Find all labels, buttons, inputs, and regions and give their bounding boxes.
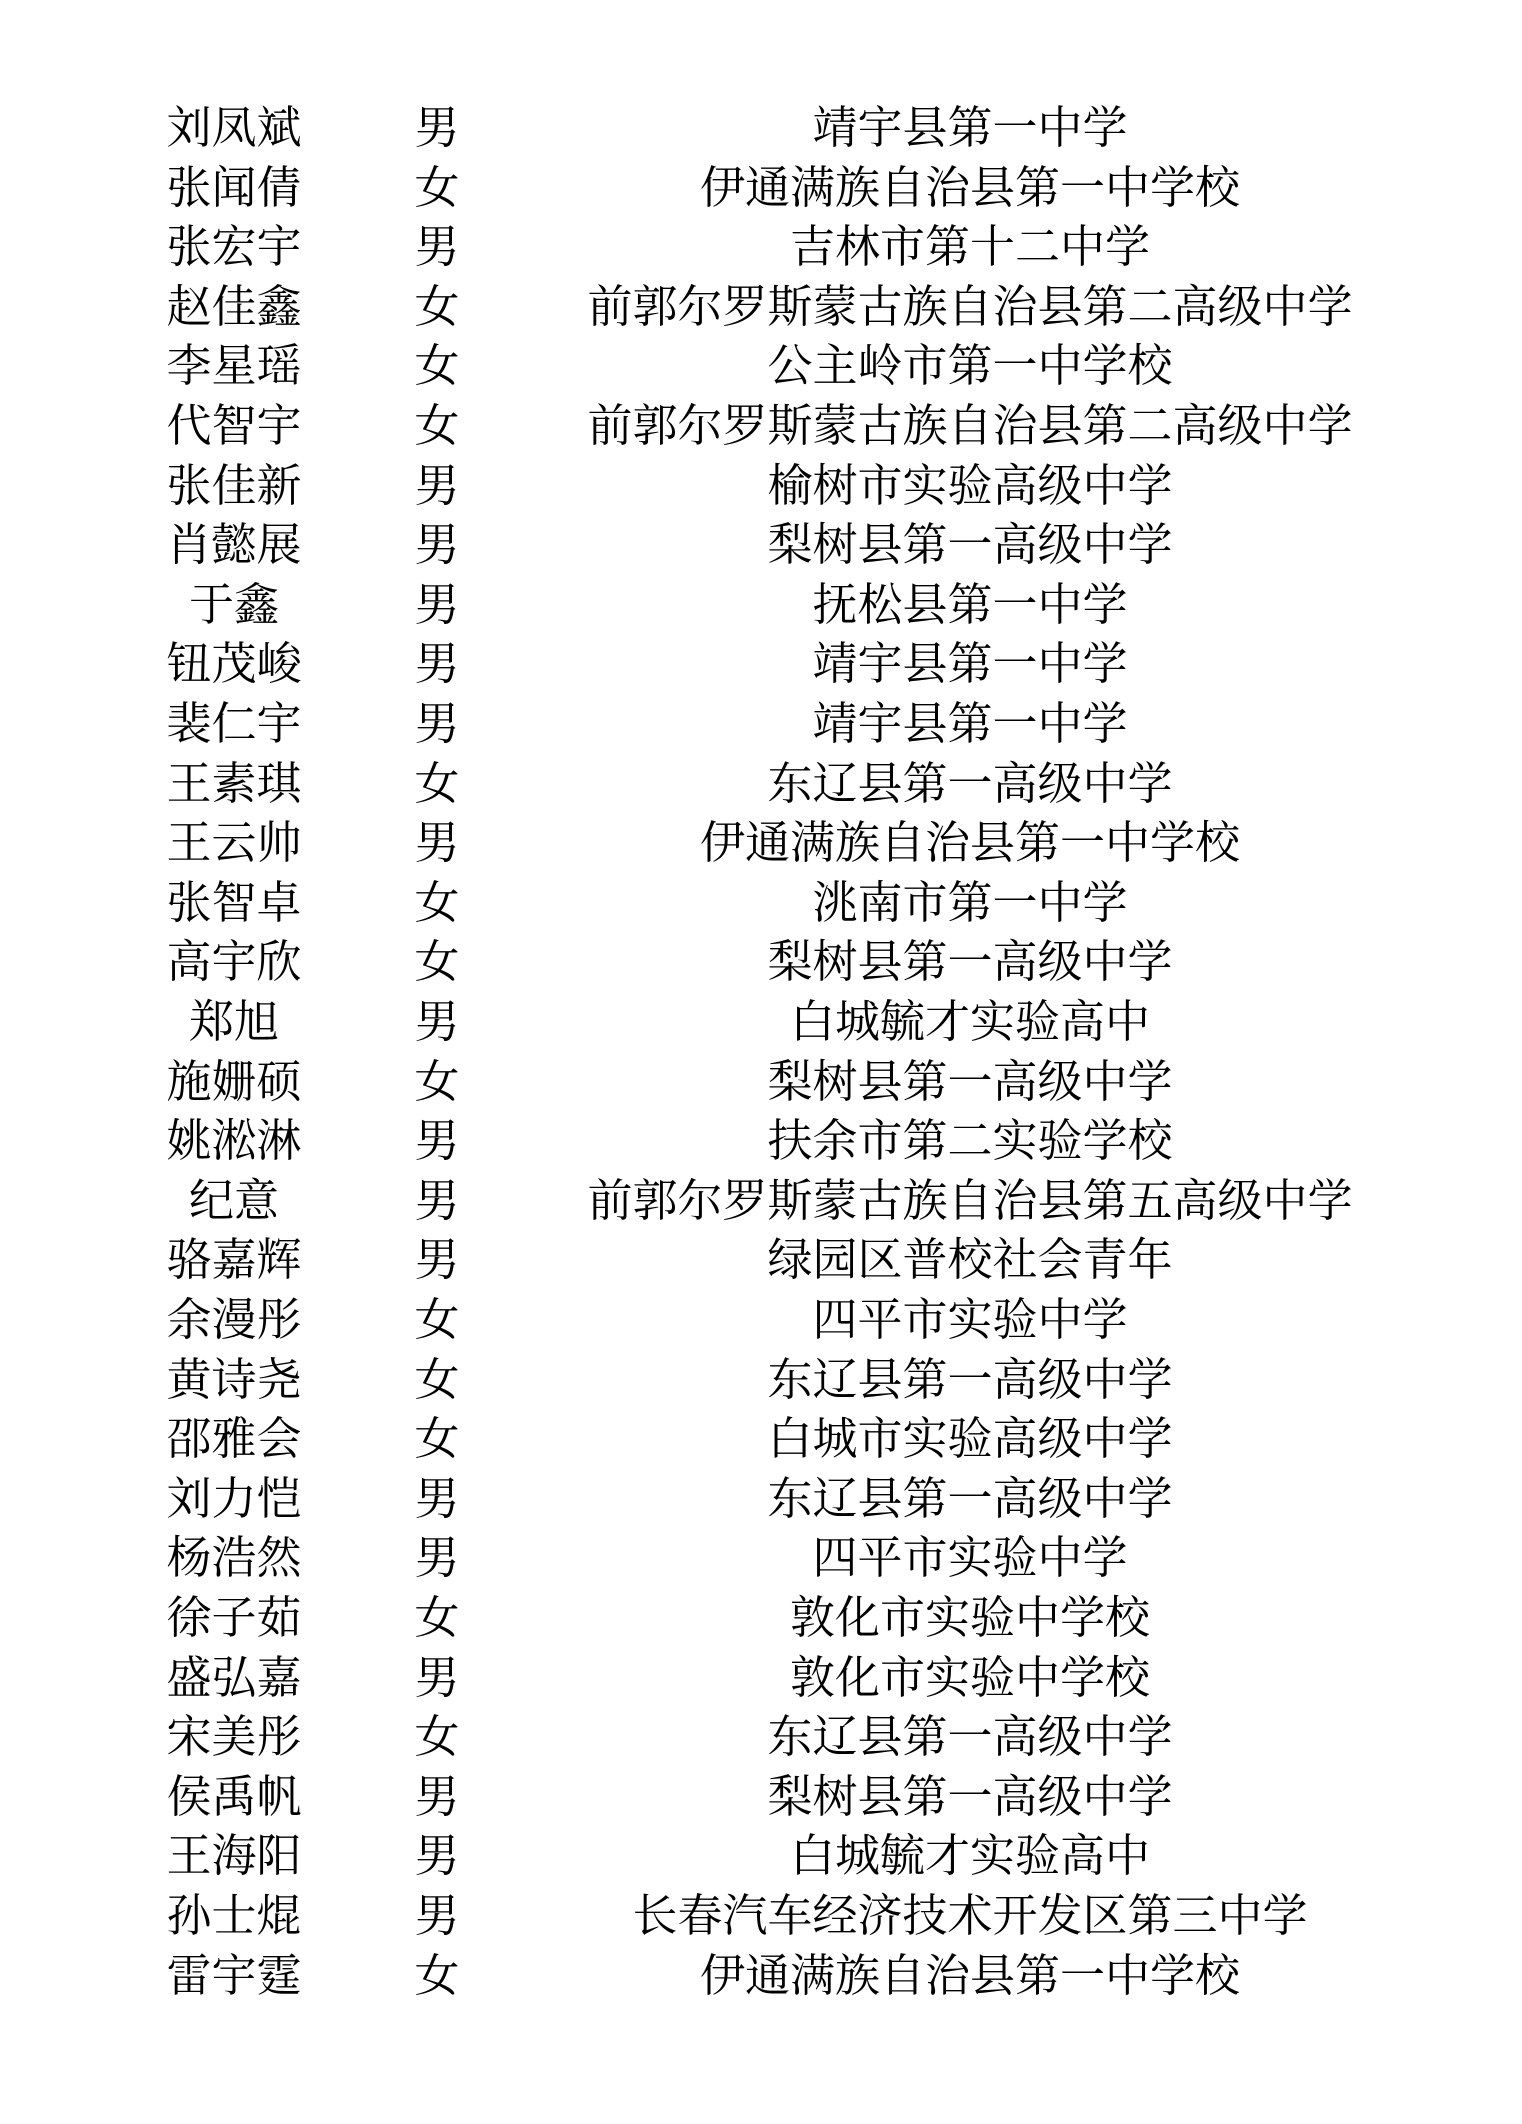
roster-row bbox=[0, 217, 1522, 277]
student-name: 纪意 bbox=[188, 1173, 279, 1227]
student-gender: 男 bbox=[414, 1829, 460, 1883]
roster-row bbox=[0, 277, 1522, 337]
student-gender: 男 bbox=[414, 637, 460, 691]
student-school: 东辽县第一高级中学 bbox=[767, 1352, 1173, 1406]
student-school: 伊通满族自治县第一中学校 bbox=[699, 816, 1240, 870]
student-name: 杨浩然 bbox=[166, 1531, 302, 1585]
student-school: 敦化市实验中学校 bbox=[789, 1650, 1150, 1704]
roster-row bbox=[0, 1826, 1522, 1886]
student-name: 姚淞淋 bbox=[166, 1114, 302, 1168]
student-name: 余漫彤 bbox=[166, 1293, 302, 1346]
student-name: 裴仁宇 bbox=[166, 697, 302, 750]
student-gender: 男 bbox=[414, 458, 460, 512]
student-name: 黄诗尧 bbox=[166, 1352, 302, 1406]
student-name: 雷宇霆 bbox=[166, 1948, 302, 2002]
roster-row bbox=[0, 1767, 1522, 1827]
roster-row bbox=[0, 813, 1522, 873]
student-gender: 男 bbox=[414, 995, 460, 1048]
student-school: 抚松县第一中学 bbox=[812, 577, 1128, 631]
roster-row bbox=[0, 1648, 1522, 1708]
roster-row bbox=[0, 1171, 1522, 1231]
roster-row bbox=[0, 694, 1522, 754]
student-name: 张佳新 bbox=[166, 458, 302, 512]
student-school: 四平市实验中学 bbox=[812, 1531, 1128, 1585]
student-gender: 男 bbox=[414, 577, 460, 631]
student-school: 榆树市实验高级中学 bbox=[767, 458, 1173, 512]
student-gender: 男 bbox=[414, 1889, 460, 1942]
student-school: 前郭尔罗斯蒙古族自治县第二高级中学 bbox=[587, 279, 1353, 333]
roster-row bbox=[0, 98, 1522, 158]
roster-row bbox=[0, 396, 1522, 456]
student-school: 梨树县第一高级中学 bbox=[767, 935, 1173, 989]
roster-row bbox=[0, 158, 1522, 218]
student-name: 代智宇 bbox=[166, 399, 302, 452]
student-gender: 男 bbox=[414, 1471, 460, 1525]
student-name: 徐子茹 bbox=[166, 1591, 302, 1644]
roster-row bbox=[0, 1469, 1522, 1529]
student-gender: 女 bbox=[414, 1293, 460, 1346]
student-name: 宋美彤 bbox=[166, 1710, 302, 1764]
student-gender: 男 bbox=[414, 101, 460, 154]
student-school: 靖宇县第一中学 bbox=[812, 637, 1128, 691]
student-gender: 男 bbox=[414, 1233, 460, 1287]
student-school: 梨树县第一高级中学 bbox=[767, 1054, 1173, 1108]
student-school: 扶余市第二实验学校 bbox=[767, 1114, 1173, 1168]
roster-row bbox=[0, 1409, 1522, 1469]
student-gender: 女 bbox=[414, 1352, 460, 1406]
student-name: 盛弘嘉 bbox=[166, 1650, 302, 1704]
student-school: 吉林市第十二中学 bbox=[789, 220, 1150, 274]
student-school: 长春汽车经济技术开发区第三中学 bbox=[632, 1889, 1308, 1942]
student-school: 洮南市第一中学 bbox=[812, 875, 1128, 929]
student-gender: 男 bbox=[414, 697, 460, 750]
roster-row bbox=[0, 336, 1522, 396]
student-name: 刘凤斌 bbox=[166, 101, 302, 154]
student-gender: 男 bbox=[414, 1531, 460, 1585]
student-school: 伊通满族自治县第一中学校 bbox=[699, 160, 1240, 214]
student-name: 刘力恺 bbox=[166, 1471, 302, 1525]
student-name: 骆嘉辉 bbox=[166, 1233, 302, 1287]
student-gender: 男 bbox=[414, 518, 460, 572]
student-name: 王素琪 bbox=[166, 756, 302, 810]
student-gender: 男 bbox=[414, 1769, 460, 1823]
roster-row bbox=[0, 1707, 1522, 1767]
roster-row bbox=[0, 634, 1522, 694]
student-name: 邵雅会 bbox=[166, 1412, 302, 1466]
student-school: 前郭尔罗斯蒙古族自治县第二高级中学 bbox=[587, 399, 1353, 452]
student-name: 李星瑶 bbox=[166, 339, 302, 393]
roster-row bbox=[0, 1290, 1522, 1350]
student-gender: 女 bbox=[414, 756, 460, 810]
student-school: 伊通满族自治县第一中学校 bbox=[699, 1948, 1240, 2002]
student-name: 高宇欣 bbox=[166, 935, 302, 989]
student-name: 施姗硕 bbox=[166, 1054, 302, 1108]
roster-row bbox=[0, 515, 1522, 575]
student-gender: 女 bbox=[414, 1591, 460, 1644]
student-name: 张智卓 bbox=[166, 875, 302, 929]
student-name: 孙士焜 bbox=[166, 1889, 302, 1942]
student-name: 侯禹帆 bbox=[166, 1769, 302, 1823]
student-school: 靖宇县第一中学 bbox=[812, 101, 1128, 154]
student-school: 敦化市实验中学校 bbox=[789, 1591, 1150, 1644]
student-gender: 女 bbox=[414, 1412, 460, 1466]
student-gender: 男 bbox=[414, 1114, 460, 1168]
student-gender: 女 bbox=[414, 399, 460, 452]
student-gender: 男 bbox=[414, 220, 460, 274]
student-school: 白城毓才实验高中 bbox=[789, 1829, 1150, 1883]
student-school: 东辽县第一高级中学 bbox=[767, 1710, 1173, 1764]
student-gender: 女 bbox=[414, 279, 460, 333]
student-school: 前郭尔罗斯蒙古族自治县第五高级中学 bbox=[587, 1173, 1353, 1227]
roster-row bbox=[0, 873, 1522, 933]
student-gender: 女 bbox=[414, 160, 460, 214]
student-gender: 男 bbox=[414, 816, 460, 870]
roster-row bbox=[0, 1946, 1522, 2006]
student-school: 白城市实验高级中学 bbox=[767, 1412, 1173, 1466]
student-school: 公主岭市第一中学校 bbox=[767, 339, 1173, 393]
student-school: 梨树县第一高级中学 bbox=[767, 1769, 1173, 1823]
roster-row bbox=[0, 1230, 1522, 1290]
student-name: 王云帅 bbox=[166, 816, 302, 870]
roster-row bbox=[0, 1350, 1522, 1410]
roster-row bbox=[0, 456, 1522, 516]
roster-row bbox=[0, 575, 1522, 635]
student-school: 东辽县第一高级中学 bbox=[767, 1471, 1173, 1525]
student-school: 靖宇县第一中学 bbox=[812, 697, 1128, 750]
student-school: 四平市实验中学 bbox=[812, 1293, 1128, 1346]
student-gender: 女 bbox=[414, 875, 460, 929]
student-name: 赵佳鑫 bbox=[166, 279, 302, 333]
roster-row bbox=[0, 1111, 1522, 1171]
student-gender: 女 bbox=[414, 1948, 460, 2002]
roster-row bbox=[0, 1588, 1522, 1648]
student-name: 王海阳 bbox=[166, 1829, 302, 1883]
student-gender: 女 bbox=[414, 339, 460, 393]
student-gender: 男 bbox=[414, 1650, 460, 1704]
roster-row bbox=[0, 1886, 1522, 1946]
roster-row bbox=[0, 932, 1522, 992]
student-name: 于鑫 bbox=[188, 577, 279, 631]
student-name: 肖懿展 bbox=[166, 518, 302, 572]
student-gender: 男 bbox=[414, 1173, 460, 1227]
roster-row bbox=[0, 754, 1522, 814]
student-gender: 女 bbox=[414, 1710, 460, 1764]
student-name: 张闻倩 bbox=[166, 160, 302, 214]
student-school: 绿园区普校社会青年 bbox=[767, 1233, 1173, 1287]
student-name: 郑旭 bbox=[188, 995, 279, 1048]
student-school: 梨树县第一高级中学 bbox=[767, 518, 1173, 572]
roster-row bbox=[0, 1528, 1522, 1588]
roster-row bbox=[0, 1052, 1522, 1112]
roster-row bbox=[0, 992, 1522, 1052]
student-school: 东辽县第一高级中学 bbox=[767, 756, 1173, 810]
student-gender: 女 bbox=[414, 1054, 460, 1108]
student-school: 白城毓才实验高中 bbox=[789, 995, 1150, 1048]
student-name: 钮茂峻 bbox=[166, 637, 302, 691]
student-name: 张宏宇 bbox=[166, 220, 302, 274]
student-gender: 女 bbox=[414, 935, 460, 989]
